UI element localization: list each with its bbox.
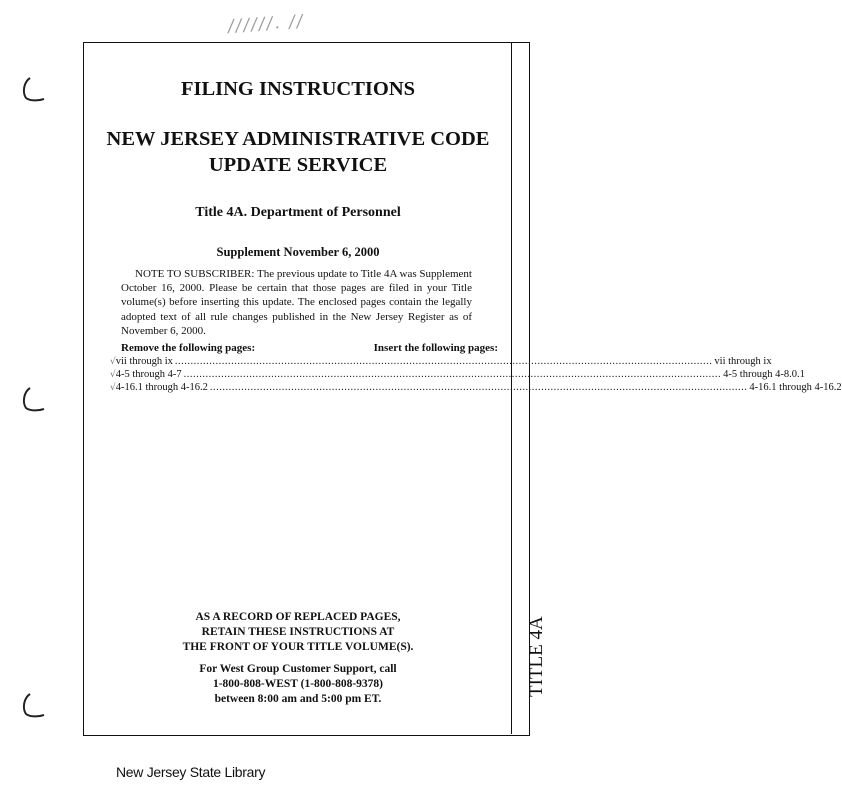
filing-title: FILING INSTRUCTIONS [180,78,416,100]
page-row [110,369,805,382]
check-mark-icon: √ [110,370,116,380]
page-row [110,382,842,395]
record-line: AS A RECORD OF REPLACED PAGES, [195,611,401,623]
leader-dots: ............................................................................................................................................................................ [209,382,748,393]
supplement-line: Supplement November 6, 2000 [216,245,380,259]
insert-header: Insert the following pages: [373,342,498,354]
insert-pages: 4-16.1 through 4-16.2 [749,382,842,393]
code-title-line1: NEW JERSEY ADMINISTRATIVE CODE [106,128,490,150]
record-line: RETAIN THESE INSTRUCTIONS AT [201,626,395,638]
customer-support [83,662,513,707]
record-line: THE FRONT OF YOUR TITLE VOLUME(S). [182,641,414,653]
title-line: Title 4A. Department of Personnel [195,205,401,220]
binder-hole-top [18,74,46,104]
page-row [110,356,772,369]
library-stamp: New Jersey State Library [116,764,266,780]
leader-dots: ............................................................................................................................................................................ [174,356,713,367]
binder-hole-middle [18,384,46,414]
support-line: between 8:00 am and 5:00 pm ET. [214,693,382,705]
support-line: 1-800-808-WEST (1-800-808-9378) [212,678,384,690]
insert-pages: 4-5 through 4-8.0.1 [723,369,805,380]
code-title [83,126,513,178]
binder-hole-bottom [18,690,46,720]
check-mark-icon: √ [110,383,116,393]
remove-pages: 4-16.1 through 4-16.2 [115,382,208,393]
side-tab-label: TITLE 4A [526,616,547,697]
code-title-line2: UPDATE SERVICE [208,154,388,176]
check-mark-icon: √ [110,357,116,367]
remove-pages: 4-5 through 4-7 [115,369,182,380]
remove-pages: vii through ix [115,356,173,367]
record-instructions [83,610,513,655]
remove-header: Remove the following pages: [121,342,256,354]
support-line: For West Group Customer Support, call [199,663,397,675]
leader-dots: ............................................................................................................................................................................ [183,369,722,380]
insert-pages: vii through ix [714,356,772,367]
handwritten-mark: //////. // [227,11,306,37]
subscriber-note: NOTE TO SUBSCRIBER: The previous update to Title 4A was Supplement October 16, 2000. Please be certain that those pages are filed in your Title volume(s) before inserting this update. The enclosed pages contain the legally adopted text of all rule changes published in the New Jersey Register as of November 6, 2000. [121,268,472,337]
